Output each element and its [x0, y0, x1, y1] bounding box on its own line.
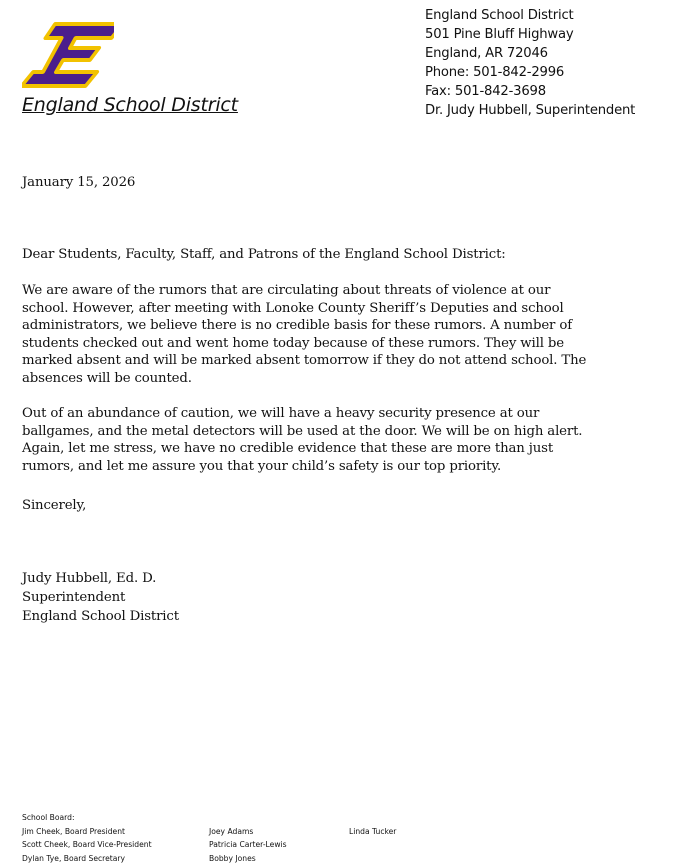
- board-column-3: [349, 825, 396, 839]
- letter-paragraph-1: We are aware of the rumors that are circulating about threats of violence at our school. However, after meeting with Lonoke County Sheriff’s Deputies and school administrators, we believe there is no credible basis for these rumors. A number of students checked out and went home today because of these rumors. They will be marked absent and will be marked absent tomorrow if they do not attend school. The absences will be counted.: [22, 283, 587, 386]
- logo-letter-e: [22, 24, 114, 86]
- address-line: England School District: [425, 8, 574, 23]
- signature-name: Judy Hubbell, Ed. D.: [22, 571, 157, 586]
- board-member: Linda Tucker: [349, 826, 397, 836]
- superintendent-line: Dr. Judy Hubbell, Superintendent: [425, 103, 636, 118]
- board-member: Bobby Jones: [209, 853, 256, 863]
- fax-line: Fax: 501-842-3698: [425, 84, 546, 99]
- board-column-1: [22, 825, 152, 865]
- board-member: Dylan Tye, Board Secretary: [22, 853, 126, 863]
- letter-date: January 15, 2026: [22, 175, 136, 190]
- address-line: England, AR 72046: [425, 46, 548, 61]
- district-logo: [22, 20, 114, 90]
- school-board-footer: [22, 811, 662, 863]
- signature-title: Superintendent: [22, 590, 126, 605]
- board-column-2: [209, 825, 287, 865]
- signature-organization: England School District: [22, 609, 179, 624]
- board-member: Joey Adams: [209, 826, 254, 836]
- board-member: Scott Cheek, Board Vice-President: [22, 840, 152, 849]
- address-line: 501 Pine Bluff Highway: [425, 27, 574, 42]
- district-address: [425, 6, 635, 120]
- school-board-heading: School Board:: [22, 813, 75, 822]
- letter-closing: Sincerely,: [22, 498, 87, 513]
- board-member: Patricia Carter-Lewis: [209, 840, 287, 849]
- signature-block: [22, 569, 179, 626]
- letter-paragraph-2: Out of an abundance of caution, we will have a heavy security presence at our ballgames, and the metal detectors will be used at the door. We will be on high alert. Again, let me stress, we have no credible evidence that these are more than just rumors, and let me assure you that your child’s safety is our top priority.: [22, 406, 583, 474]
- phone-line: Phone: 501-842-2996: [425, 65, 565, 80]
- district-title: England School District: [22, 94, 238, 116]
- board-member: Jim Cheek, Board President: [22, 826, 125, 836]
- letter-salutation: Dear Students, Faculty, Staff, and Patrons of the England School District:: [22, 247, 506, 262]
